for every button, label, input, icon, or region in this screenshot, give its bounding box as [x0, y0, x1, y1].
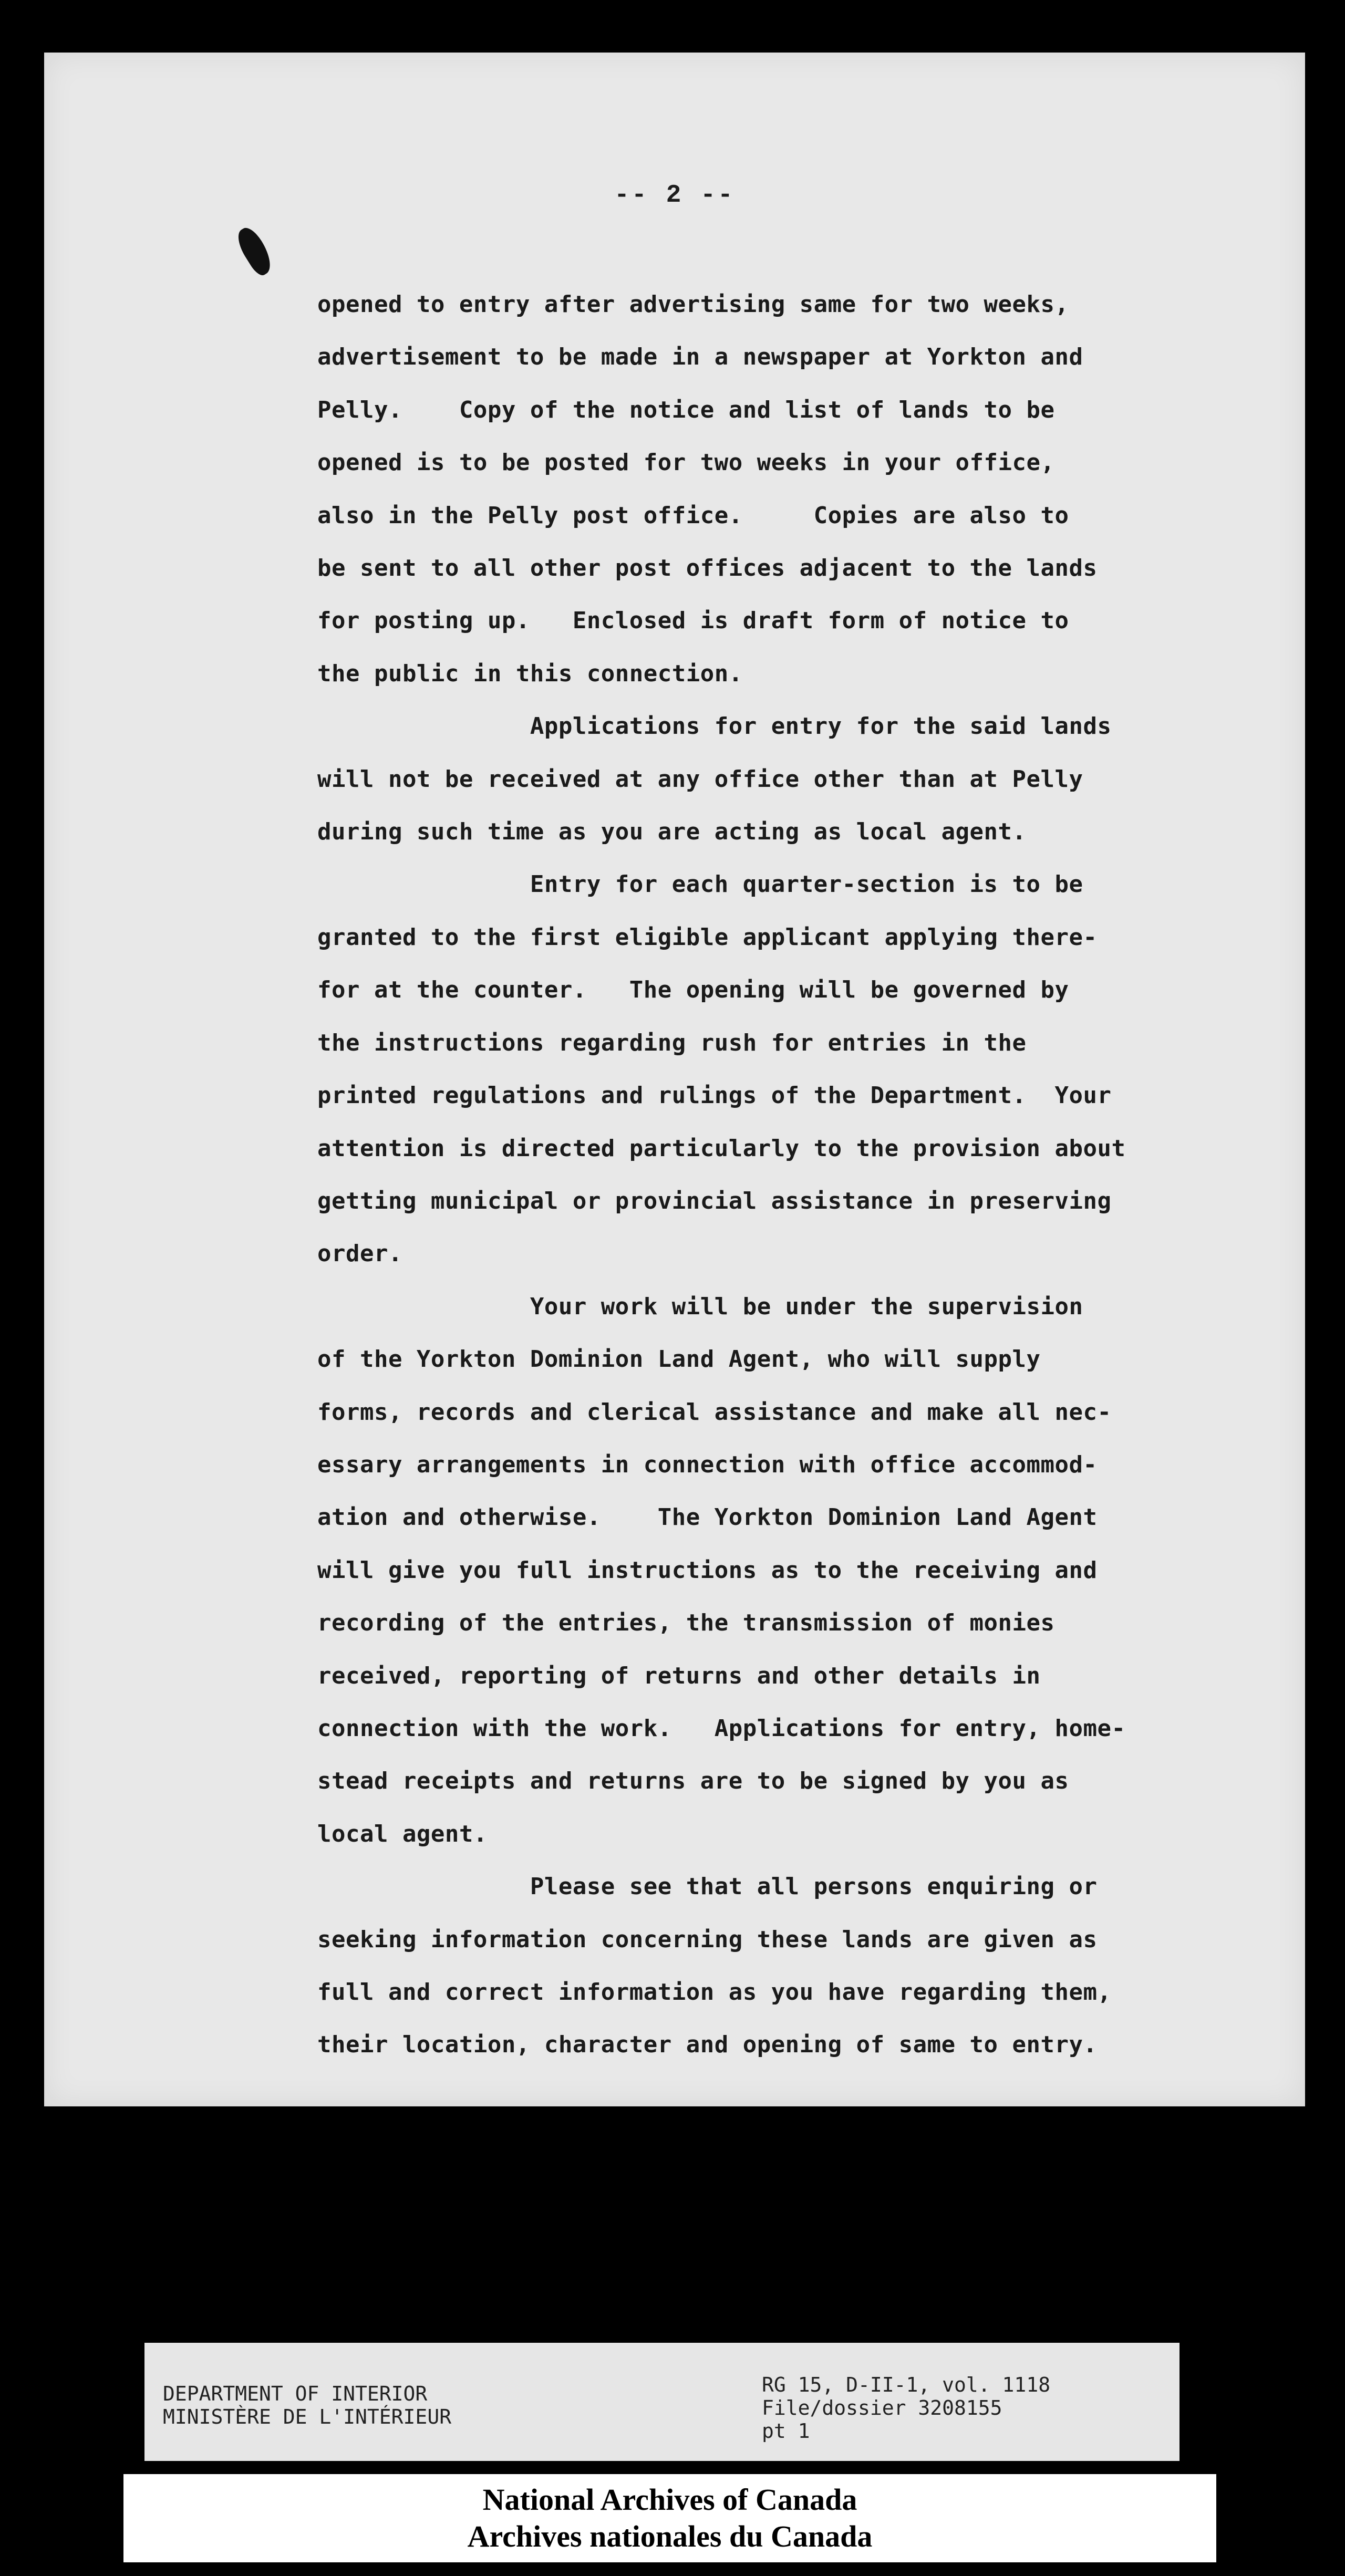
department-french: MINISTÈRE DE L'INTÉRIEUR	[163, 2405, 452, 2428]
body-line: essary arrangements in connection with office accommod-	[317, 1451, 1098, 1478]
body-line: forms, records and clerical assistance and make all nec-	[317, 1398, 1112, 1426]
body-line: recording of the entries, the transmission of monies	[317, 1609, 1055, 1637]
body-line: for posting up. Enclosed is draft form of notice to	[317, 607, 1069, 635]
body-line: seeking information concerning these lands are given as	[317, 1926, 1098, 1953]
archive-reference-label	[144, 2343, 1180, 2461]
file-number: File/dossier 3208155	[762, 2396, 1002, 2419]
page-corner-mark	[232, 224, 277, 278]
body-line: the public in this connection.	[317, 660, 743, 687]
body-line: full and correct information as you have regarding them,	[317, 1979, 1112, 2006]
body-line: received, reporting of returns and other details in	[317, 1662, 1041, 1689]
body-line: during such time as you are acting as local agent.	[317, 818, 1027, 846]
record-group-reference: RG 15, D-II-1, vol. 1118	[762, 2373, 1051, 2396]
body-line: stead receipts and returns are to be signed by you as	[317, 1768, 1069, 1795]
body-line: printed regulations and rulings of the Department. Your	[317, 1082, 1112, 1109]
department-block	[163, 2382, 451, 2428]
part-number: pt 1	[762, 2419, 810, 2443]
letter-body	[317, 278, 1284, 2072]
body-line: Applications for entry for the said lands	[317, 713, 1112, 740]
body-line: getting municipal or provincial assistance in preserving	[317, 1187, 1112, 1214]
body-line: order.	[317, 1240, 402, 1268]
body-line: attention is directed particularly to the provision about	[317, 1135, 1126, 1162]
body-line: opened is to be posted for two weeks in your office,	[317, 449, 1055, 476]
body-line: also in the Pelly post office. Copies are also to	[317, 502, 1069, 529]
body-line: advertisement to be made in a newspaper at Yorkton and	[317, 344, 1083, 371]
body-line: Please see that all persons enquiring or	[317, 1873, 1098, 1900]
body-line: Pelly. Copy of the notice and list of lands to be	[317, 396, 1055, 423]
body-line: opened to entry after advertising same for two weeks,	[317, 291, 1069, 318]
body-line: local agent.	[317, 1820, 488, 1847]
file-reference-block	[762, 2373, 1050, 2443]
body-line: granted to the first eligible applicant applying there-	[317, 923, 1098, 951]
archive-name-english: National Archives of Canada	[482, 2482, 857, 2517]
body-line: of the Yorkton Dominion Land Agent, who will supply	[317, 1346, 1041, 1373]
body-line: the instructions regarding rush for entries in the	[317, 1029, 1027, 1056]
archive-banner	[123, 2474, 1216, 2562]
body-line: Entry for each quarter-section is to be	[317, 871, 1083, 898]
body-line: Your work will be under the supervision	[317, 1293, 1083, 1320]
body-line: ation and otherwise. The Yorkton Dominion Land Agent	[317, 1504, 1098, 1531]
body-line: will give you full instructions as to the receiving and	[317, 1556, 1098, 1584]
body-line: connection with the work. Applications for entry, home-	[317, 1715, 1126, 1742]
body-line: will not be received at any office other than at Pelly	[317, 765, 1083, 793]
body-line: their location, character and opening of same to entry.	[317, 2031, 1098, 2059]
document-page	[44, 53, 1305, 2106]
department-english: DEPARTMENT OF INTERIOR	[163, 2382, 428, 2405]
body-line: be sent to all other post offices adjacent to the lands	[317, 555, 1098, 582]
page-number: -- 2 --	[614, 181, 735, 210]
archive-name-french: Archives nationales du Canada	[467, 2519, 873, 2553]
body-line: for at the counter. The opening will be governed by	[317, 977, 1069, 1004]
